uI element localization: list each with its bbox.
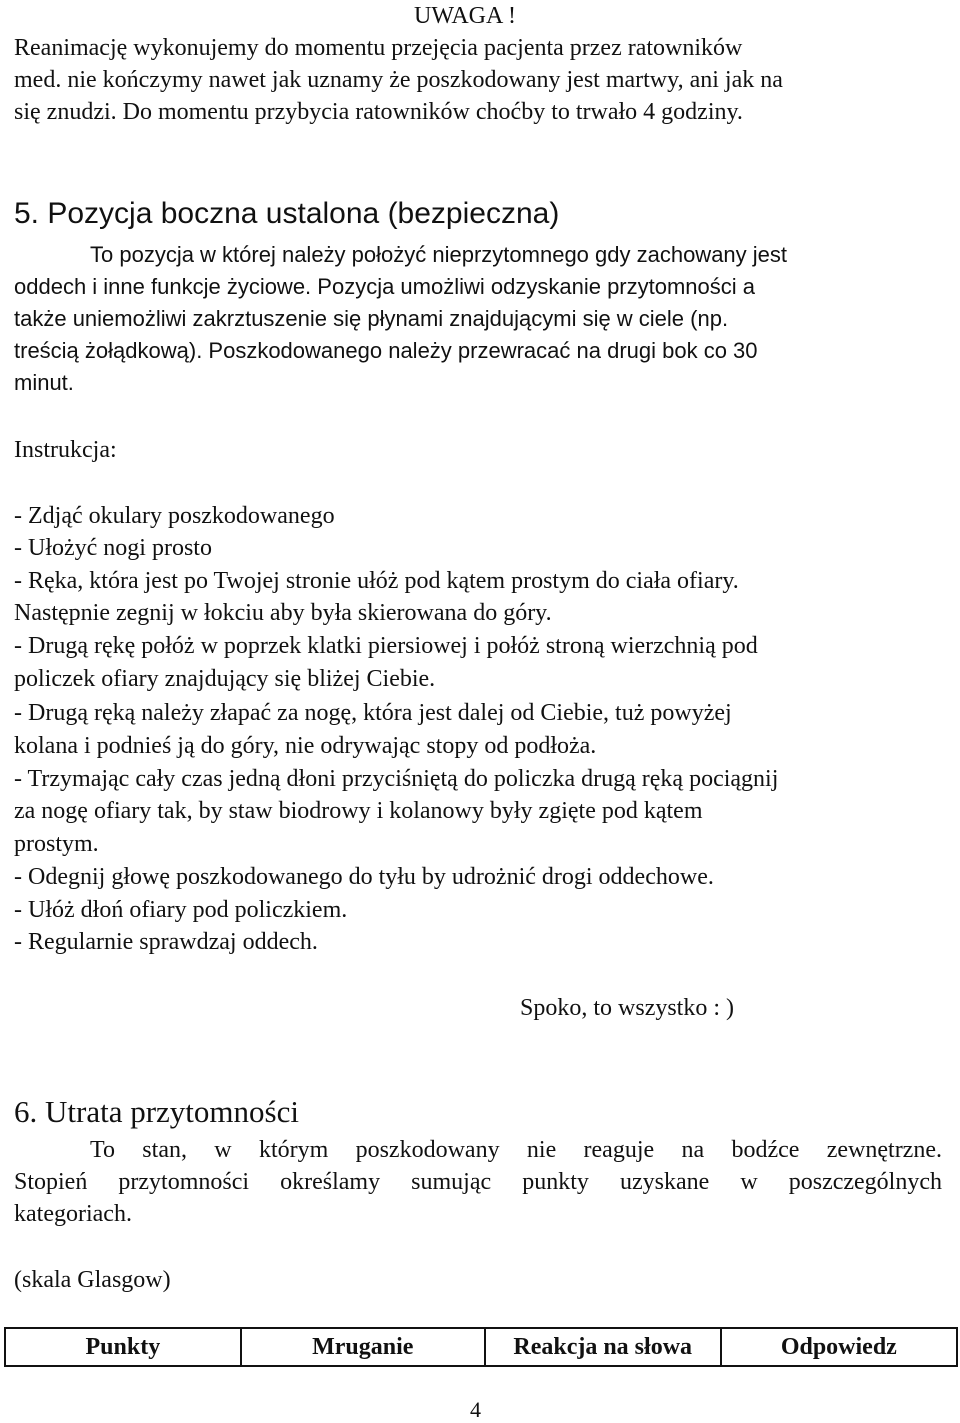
- step-line-4: Następnie zegnij w łokciu aby była skierowana do góry.: [14, 600, 552, 626]
- step-line-1: - Zdjąć okulary poszkodowanego: [14, 503, 335, 529]
- step-line-2: - Ułożyć nogi prosto: [14, 535, 212, 561]
- step-line-3: - Ręka, która jest po Twojej stronie ułóż pod kątem prostym do ciała ofiary.: [14, 568, 739, 594]
- page-number: 4: [470, 1397, 481, 1422]
- closing-note: Spoko, to wszystko : ): [520, 995, 735, 1021]
- section6-para-line-2: Stopień przytomności określamy sumując punkty uzyskane w poszczególnych: [14, 1169, 942, 1195]
- warning-title: UWAGA !: [414, 3, 516, 29]
- step-line-5: - Drugą rękę połóż w poprzek klatki piersiowej i połóż stroną wierzchnią pod: [14, 633, 758, 659]
- instructions-label: Instrukcja:: [14, 437, 117, 463]
- step-line-10: za nogę ofiary tak, by staw biodrowy i kolanowy były zgięte pod kątem: [14, 798, 703, 824]
- scale-label: (skala Glasgow): [14, 1267, 171, 1293]
- step-line-11: prostym.: [14, 831, 99, 857]
- header-reakcja: Reakcja na słowa: [485, 1328, 721, 1366]
- warning-line-3: się znudzi. Do momentu przybycia ratowników choćby to trwało 4 godziny.: [14, 99, 743, 125]
- section5-para-line-3: także uniemożliwi zakrztuszenie się płynami znajdującymi się w ciele (np.: [14, 306, 729, 331]
- header-punkty: Punkty: [5, 1328, 241, 1366]
- section5-para-line-1: To pozycja w której należy położyć nieprzytomnego gdy zachowany jest: [90, 242, 788, 267]
- step-line-14: - Regularnie sprawdzaj oddech.: [14, 929, 318, 955]
- step-line-8: kolana i podnieś ją do góry, nie odrywając stopy od podłoża.: [14, 733, 597, 759]
- step-line-6: policzek ofiary znajdujący się bliżej Ciebie.: [14, 666, 436, 692]
- header-odpowiedz: Odpowiedz: [721, 1328, 957, 1366]
- step-line-13: - Ułóż dłoń ofiary pod policzkiem.: [14, 897, 348, 923]
- step-line-12: - Odegnij głowę poszkodowanego do tyłu by udrożnić drogi oddechowe.: [14, 864, 714, 890]
- warning-line-2: med. nie kończymy nawet jak uznamy że poszkodowany jest martwy, ani jak na: [14, 67, 783, 93]
- table-header-row: [5, 1328, 957, 1366]
- section5-heading: 5. Pozycja boczna ustalona (bezpieczna): [14, 197, 560, 230]
- warning-line-1: Reanimację wykonujemy do momentu przejęcia pacjenta przez ratowników: [14, 35, 743, 61]
- section5-para-line-4: treścią żołądkową). Poszkodowanego należy przewracać na drugi bok co 30: [14, 338, 758, 363]
- step-line-9: - Trzymając cały czas jedną dłoni przyciśniętą do policzka drugą ręką pociągnij: [14, 766, 779, 792]
- section5-para-line-2: oddech i inne funkcje życiowe. Pozycja umożliwi odzyskanie przytomności a: [14, 274, 756, 299]
- section6-para-line-3: kategoriach.: [14, 1201, 132, 1227]
- glasgow-table: [4, 1327, 958, 1367]
- section6-para-line-1: To stan, w którym poszkodowany nie reaguje na bodźce zewnętrzne.: [90, 1137, 942, 1163]
- section6-heading: 6. Utrata przytomności: [14, 1094, 299, 1129]
- step-line-7: - Drugą ręką należy złapać za nogę, która jest dalej od Ciebie, tuż powyżej: [14, 700, 732, 726]
- section5-para-line-5: minut.: [14, 370, 74, 395]
- header-mruganie: Mruganie: [241, 1328, 485, 1366]
